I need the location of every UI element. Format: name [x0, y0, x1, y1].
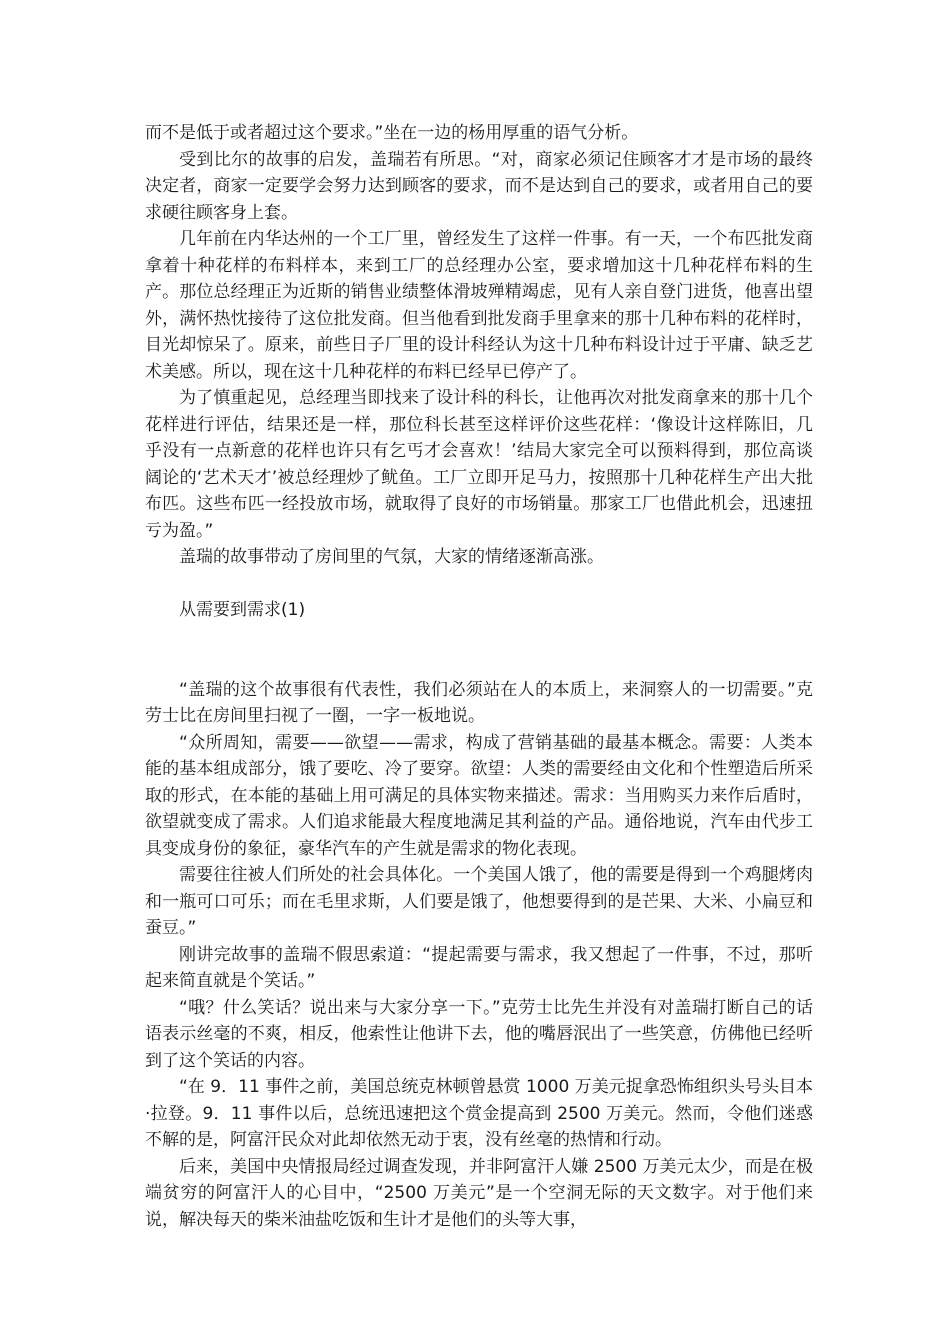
paragraph: 为了慎重起见，总经理当即找来了设计科的科长，让他再次对批发商拿来的那十几个花样进行评估，结果还是一样，那位科长甚至这样评价这些花样：‘像设计这样陈旧，几乎没有一点新意的花样也许只有乞丐才会喜欢！’结局大家完全可以预料得到，那位高谈阔论的‘艺术天才’被总经理炒了鱿鱼。工厂立即开足马力，按照那十几种花样生产出大批布匹。这些布匹一经投放市场，就取得了良好的市场销量。那家工厂也借此机会，迅速扭亏为盈。”: [145, 388, 813, 541]
document-body: [145, 120, 813, 1233]
paragraph: 受到比尔的故事的启发，盖瑞若有所思。“对，商家必须记住顾客才才是市场的最终决定者，商家一定要学会努力达到顾客的要求，而不是达到自己的要求，或者用自己的要求硬往顾客身上套。: [145, 149, 813, 223]
blank-line: [145, 624, 813, 651]
paragraph: “哦？什么笑话？说出来与大家分享一下。”克劳士比先生并没有对盖瑞打断自己的话语表示丝毫的不爽，相反，他索性让他讲下去，他的嘴唇泯出了一些笑意，仿佛他已经听到了这个笑话的内容。: [145, 997, 813, 1071]
paragraph: “在 9．11 事件之前，美国总统克林顿曾悬赏 1000 万美元捉拿恐怖组织头号头目本·拉登。9．11 事件以后，总统迅速把这个赏金提高到 2500 万美元。然而，令他们迷惑不解的是，阿富汗民众对此却依然无动于衷，没有丝毫的热情和行动。: [145, 1077, 813, 1150]
paragraph: “盖瑞的这个故事很有代表性，我们必须站在人的本质上，来洞察人的一切需要。”克劳士比在房间里扫视了一圈，一字一板地说。: [145, 679, 813, 726]
section-title: 从需要到需求(1): [179, 600, 306, 620]
paragraph: “众所周知，需要——欲望——需求，构成了营销基础的最基本概念。需要：人类本能的基本组成部分，饿了要吃、冷了要穿。欲望：人类的需要经由文化和个性塑造后所采取的形式，在本能的基础上用可满足的具体实物来描述。需求：当用购买力来作后盾时，欲望就变成了需求。人们追求能最大程度地满足其利益的产品。通俗地说，汽车由代步工具变成身份的象征，豪华汽车的产生就是需求的物化表现。: [145, 732, 813, 859]
paragraph: 盖瑞的故事带动了房间里的气氛，大家的情绪逐渐高涨。: [179, 547, 604, 567]
paragraph: 而不是低于或者超过这个要求。”坐在一边的杨用厚重的语气分析。: [145, 123, 639, 143]
paragraph: 后来，美国中央情报局经过调查发现，并非阿富汗人嫌 2500 万美元太少，而是在极端贫穷的阿富汗人的心目中，“2500 万美元”是一个空洞无际的天文数字。对于他们来说，解决每天的柴米油盐吃饭和生计才是他们的头等大事，: [145, 1156, 813, 1230]
paragraph: 刚讲完故事的盖瑞不假思索道：“提起需要与需求，我又想起了一件事，不过，那听起来简直就是个笑话。”: [145, 944, 813, 991]
paragraph: 几年前在内华达州的一个工厂里，曾经发生了这样一件事。有一天，一个布匹批发商拿着十种花样的布料样本，来到工厂的总经理办公室，要求增加这十几种花样布料的生产。那位总经理正为近斯的销售业绩整体滑坡殚精竭虑，见有人亲自登门进货，他喜出望外，满怀热忱接待了这位批发商。但当他看到批发商手里拿来的那十几种布料的花样时，目光却惊呆了。原来，前些日子厂里的设计科经认为这十几种布料设计过于平庸、缺乏艺术美感。所以，现在这十几种花样的布料已经早已停产了。: [145, 229, 813, 382]
blank-line: [145, 571, 813, 598]
paragraph: 需要往往被人们所处的社会具体化。一个美国人饿了，他的需要是得到一个鸡腿烤肉和一瓶可口可乐；而在毛里求斯，人们要是饿了，他想要得到的是芒果、大米、小扁豆和蚕豆。”: [145, 865, 813, 938]
blank-line: [145, 650, 813, 677]
